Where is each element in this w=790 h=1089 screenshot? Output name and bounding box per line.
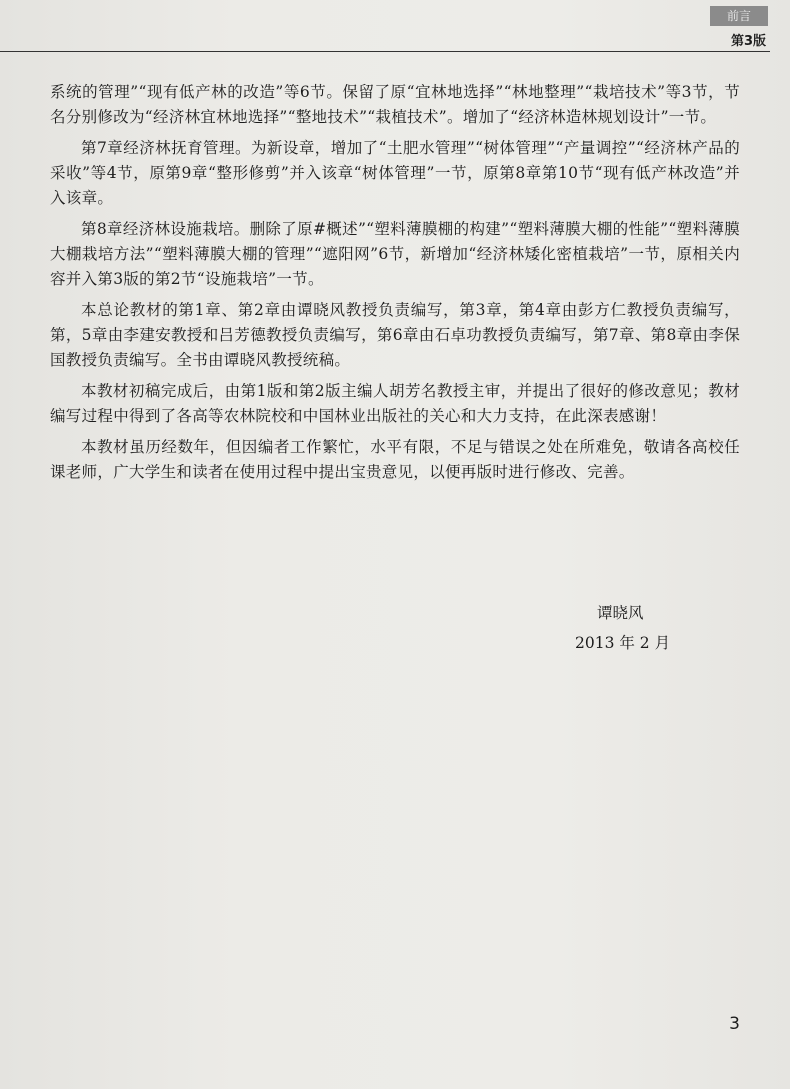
paragraph: 第7章经济林抚育管理。为新设章，增加了“土肥水管理”“树体管理”“产量调控”“经济林产品的采收”等4节，原第9章“整形修剪”并入该章“树体管理”一节，原第8章第10节“现有低产林改造”并入该章。 <box>50 139 740 207</box>
signature-block <box>575 598 670 658</box>
signature-date: 2013 年 2 月 <box>575 634 671 652</box>
paragraph: 本教材虽历经数年，但因编者工作繁忙，水平有限，不足与错误之处在所难免，敬请各高校任课老师，广大学生和读者在使用过程中提出宝贵意见，以便再版时进行修改、完善。 <box>50 438 740 481</box>
paragraph: 第8章经济林设施栽培。删除了原#概述”“塑料薄膜棚的构建”“塑料薄膜大棚的性能”“塑料薄膜大棚栽培方法”“塑料薄膜大棚的管理”“遮阳网”6节，新增加“经济林矮化密植栽培”一节，原相关内容并入第3版的第2节“设施栽培”一节。 <box>50 220 740 288</box>
preface-body <box>50 80 740 491</box>
section-tab: 前言 <box>710 6 768 26</box>
paragraph: 本总论教材的第1章、第2章由谭晓风教授负责编写，第3章，第4章由彭方仁教授负责编写，第，5章由李建安教授和吕芳德教授负责编写，第6章由石卓功教授负责编写，第7章、第8章由李保国教授负责编写。全书由谭晓风教授统稿。 <box>50 301 740 369</box>
author-name: 谭晓风 <box>597 604 644 622</box>
paragraph: 本教材初稿完成后，由第1版和第2版主编人胡芳名教授主审，并提出了很好的修改意见；教材编写过程中得到了各高等农林院校和中国林业出版社的关心和大力支持，在此深表感谢！ <box>50 382 740 425</box>
page-number: 3 <box>729 1014 740 1034</box>
paragraph: 系统的管理”“现有低产林的改造”等6节。保留了原“宜林地选择”“林地整理”“栽培技术”等3节，节名分别修改为“经济林宜林地选择”“整地技术”“栽植技术”。增加了“经济林造林规划设计”一节。 <box>50 83 740 126</box>
edition-label: 第3版 <box>730 34 766 49</box>
header-divider <box>0 51 770 52</box>
